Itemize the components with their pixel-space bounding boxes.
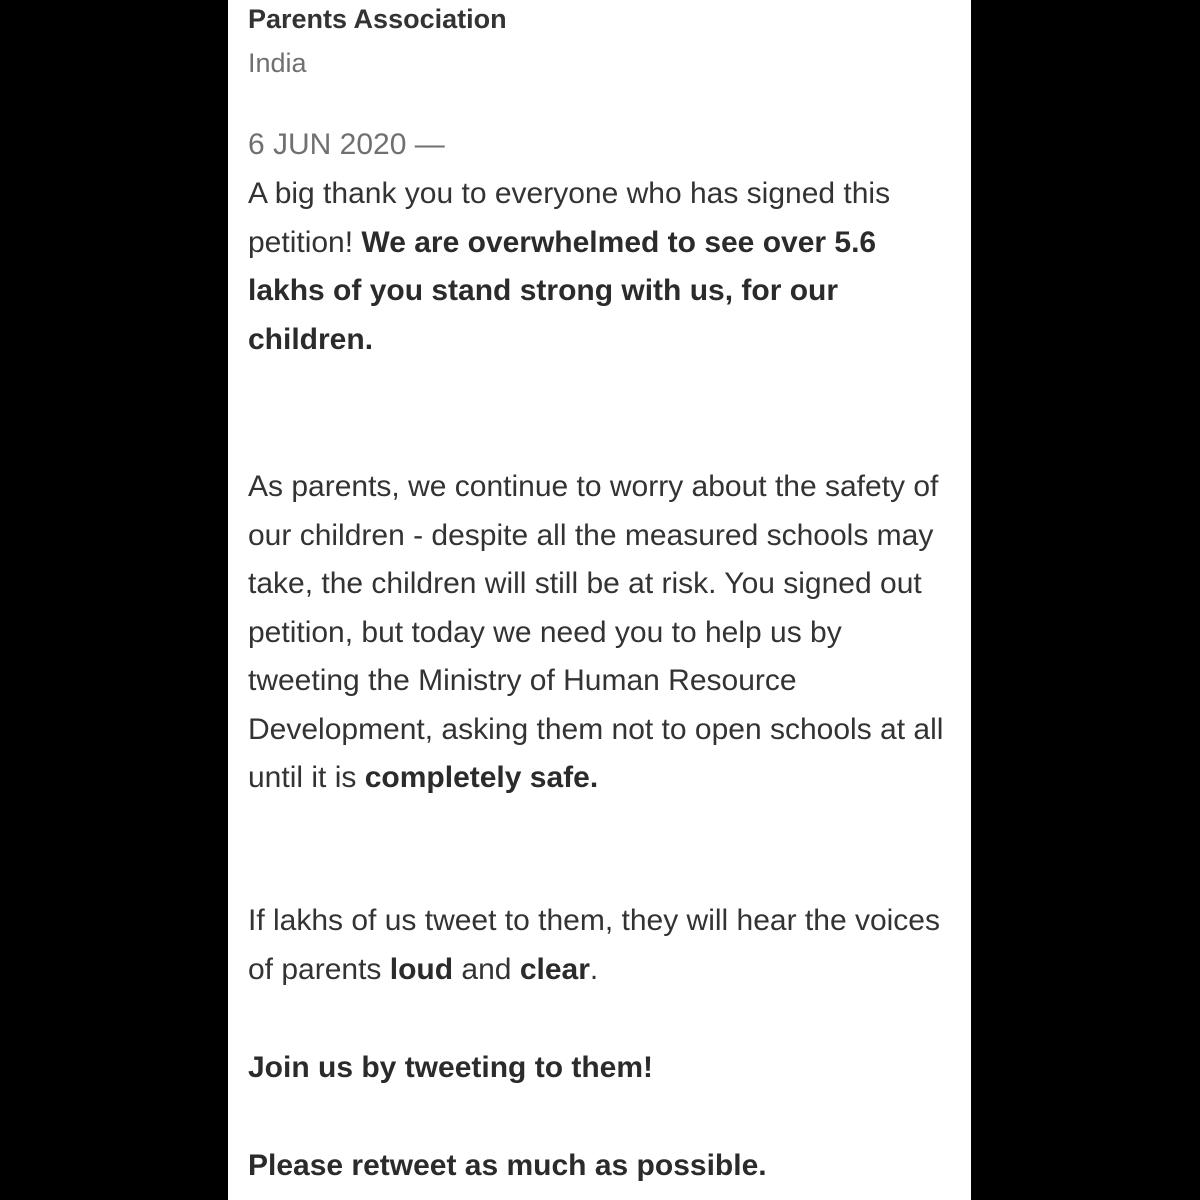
paragraph-thanks-bold: We are overwhelmed to see over 5.6 lakhs of you stand strong with us, for our children. <box>248 225 877 356</box>
paragraph-worry <box>248 463 958 803</box>
paragraph-worry-text: As parents, we continue to worry about the safety of our children - despite all the measured schools may take, the children will still be at risk. You signed out petition, but today we need you to help us by tweeting the Ministry of Human Resource Development, asking them not to open schools at all until it is <box>248 470 944 794</box>
paragraph-tweet-text-2: and <box>453 952 520 986</box>
author-location: India <box>248 48 307 78</box>
paragraph-retweet-bold: Please retweet as much as possible. <box>248 1149 767 1182</box>
paragraph-thanks <box>248 170 958 364</box>
paragraph-join <box>248 1044 958 1093</box>
petition-update-panel <box>228 0 971 1200</box>
paragraph-tweet-text-1: If lakhs of us tweet to them, they will hear the voices of parents <box>248 904 940 986</box>
paragraph-tweet-text-3: . <box>589 952 599 986</box>
paragraph-worry-bold: completely safe. <box>364 761 599 794</box>
paragraph-thanks-text: A big thank you to everyone who has signed this petition! <box>248 177 891 259</box>
paragraph-tweet <box>248 897 958 994</box>
update-date: 6 JUN 2020 — <box>248 128 445 161</box>
paragraph-tweet-bold-loud: loud <box>389 952 454 986</box>
paragraph-join-bold: Join us by tweeting to them! <box>248 1051 654 1084</box>
paragraph-retweet <box>248 1142 958 1191</box>
author-name[interactable]: Parents Association <box>248 4 507 34</box>
paragraph-tweet-bold-clear: clear <box>519 952 590 986</box>
